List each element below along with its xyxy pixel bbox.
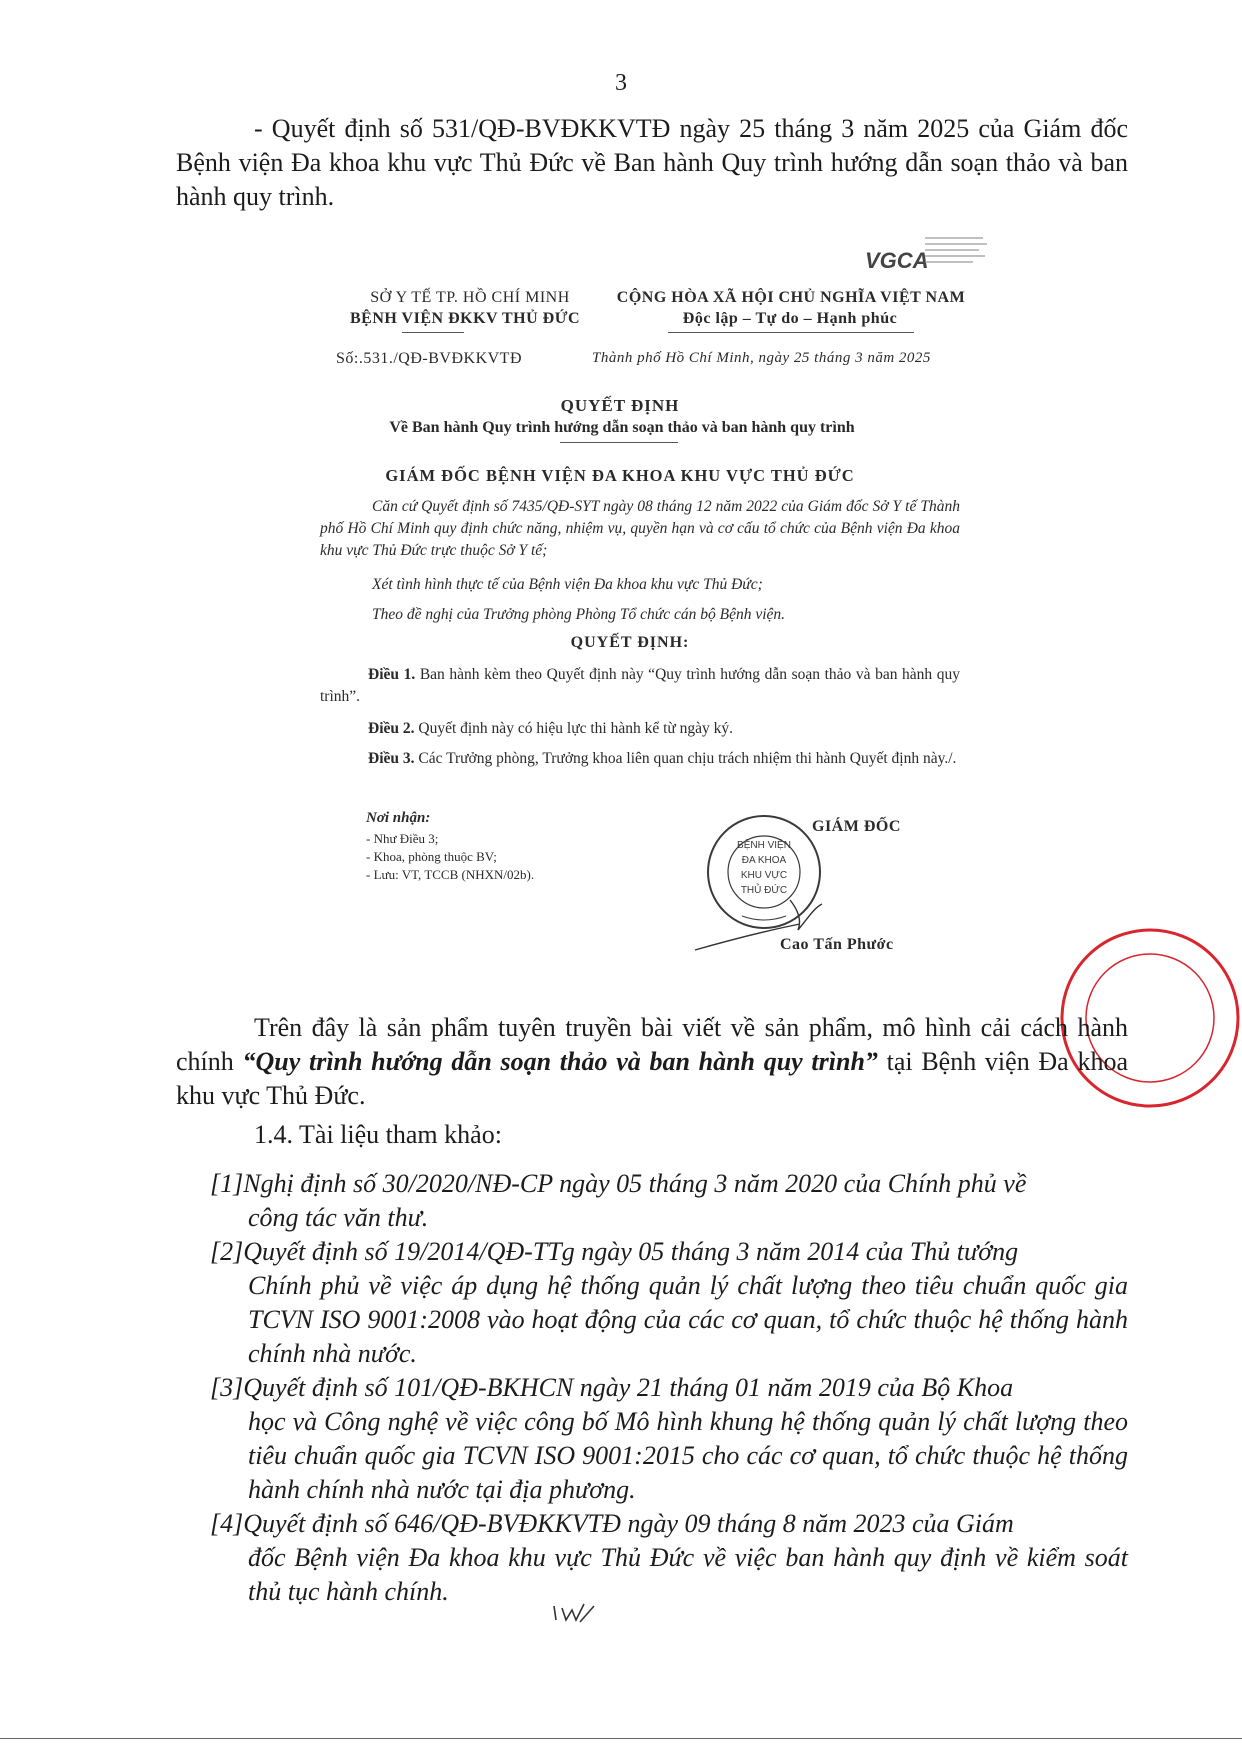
header-rule-left [402, 332, 464, 333]
recipient-item: - Như Điều 3; [366, 831, 439, 846]
header-rule-right [668, 332, 914, 333]
article-1-label: Điều 1. [368, 666, 416, 683]
reference-item-3 [210, 1371, 1128, 1507]
seal-line: THỦ ĐỨC [740, 885, 788, 896]
decision-date: Thành phố Hồ Chí Minh, ngày 25 tháng 3 năm 2025 [592, 350, 931, 366]
reference-item-4 [210, 1507, 1128, 1609]
reference-continuation: đốc Bệnh viện Đa khoa khu vực Thủ Đức về việc ban hành quy định về kiểm soát thủ tục hành chính. [248, 1543, 1128, 1606]
reference-number: [1] [210, 1169, 244, 1198]
decides-heading: QUYẾT ĐỊNH: [570, 634, 690, 651]
summary-prefix: Trên đây là sản phẩm tuyên truyền bài viết về sản phẩm, mô hình cải cách hành chính [176, 1013, 1128, 1076]
reference-continuation: học và Công nghệ về việc công bố Mô hình khung hệ thống quản lý chất lượng theo tiêu chuẩn quốc gia TCVN ISO 9001:2015 cho các cơ quan, tổ chức thuộc hệ thống hành chính nhà nước tại địa phương. [248, 1407, 1128, 1504]
signer-title: GIÁM ĐỐC [812, 818, 901, 835]
basis-2: Xét tình hình thực tế của Bệnh viện Đa khoa khu vực Thủ Đức; [372, 576, 763, 593]
reference-number: [4] [210, 1509, 244, 1538]
summary-highlight: “Quy trình hướng dẫn soạn thảo và ban hành quy trình” [242, 1047, 878, 1076]
recipients-title: Nơi nhận: [366, 810, 431, 826]
recipient-item: - Lưu: VT, TCCB (NHXN/02b). [366, 867, 535, 882]
title-rule [560, 442, 678, 443]
intro-paragraph: - Quyết định số 531/QĐ-BVĐKKVTĐ ngày 25 tháng 3 năm 2025 của Giám đốc Bệnh viện Đa khoa khu vực Thủ Đức về Ban hành Quy trình hướng dẫn soạn thảo và ban hành quy trình. [176, 114, 1128, 211]
nation-name: CỘNG HÒA XÃ HỘI CHỦ NGHĨA VIỆT NAM [616, 289, 966, 306]
article-2-label: Điều 2. [368, 720, 415, 737]
references-heading: 1.4. Tài liệu tham khảo: [254, 1120, 502, 1149]
decision-authority: GIÁM ĐỐC BỆNH VIỆN ĐA KHOA KHU VỰC THỦ ĐỨC [385, 466, 855, 485]
article-2-text: Quyết định này có hiệu lực thi hành kể từ ngày ký. [418, 720, 734, 737]
article-1-text: Ban hành kèm theo Quyết định này “Quy trình hướng dẫn soạn thảo và ban hành quy trình”. [320, 666, 961, 705]
basis-1: Căn cứ Quyết định số 7435/QĐ-SYT ngày 08 tháng 12 năm 2022 của Giám đốc Sở Y tế Thành phố Hồ Chí Minh quy định chức năng, nhiệm vụ, quyền hạn và cơ cấu tổ chức của Bệnh viện Đa khoa khu vực Thủ Đức trực thuộc Sở Y tế; [320, 498, 960, 559]
article-3-text: Các Trưởng phòng, Trưởng khoa liên quan chịu trách nhiệm thi hành Quyết định này./. [418, 750, 957, 767]
reference-line: Quyết định số 101/QĐ-BKHCN ngày 21 tháng 01 năm 2019 của Bộ Khoa [243, 1373, 1014, 1402]
reference-number: [2] [210, 1237, 244, 1266]
seal-line: ĐA KHOA [741, 855, 787, 866]
basis-3: Theo đề nghị của Trưởng phòng Phòng Tổ chức cán bộ Bệnh viện. [372, 606, 786, 623]
summary-suffix: tại Bệnh viện Đa khoa khu vực Thủ Đức. [176, 1047, 1128, 1110]
reference-line: Quyết định số 646/QĐ-BVĐKKVTĐ ngày 09 tháng 8 năm 2023 của Giám [243, 1509, 1014, 1538]
decision-subtitle: Về Ban hành Quy trình hướng dẫn soạn thảo và ban hành quy trình [389, 419, 855, 436]
article-1 [320, 664, 960, 708]
recipients-list [366, 830, 534, 884]
reference-item-1 [210, 1167, 1128, 1235]
article-3 [320, 748, 960, 770]
reference-continuation: Chính phủ về việc áp dụng hệ thống quản lý chất lượng theo tiêu chuẩn quốc gia TCVN ISO 9001:2008 vào hoạt động của các cơ quan, tổ chức thuộc hệ thống hành chính nhà nước. [248, 1271, 1128, 1368]
reference-continuation: công tác văn thư. [248, 1203, 429, 1232]
decision-number: Số:.531./QĐ-BVĐKKVTĐ [336, 350, 522, 367]
seal-line: BỆNH VIỆN [737, 840, 791, 851]
signer-name: Cao Tấn Phước [780, 936, 894, 953]
recipient-item: - Khoa, phòng thuộc BV; [366, 849, 497, 864]
vgca-text-block-icon [925, 234, 995, 274]
seal-line: KHU VỰC [740, 870, 788, 881]
decision-title: QUYẾT ĐỊNH [560, 396, 680, 415]
initials-icon [550, 1600, 600, 1626]
page-number: 3 [615, 70, 627, 96]
reference-line: Nghị định số 30/2020/NĐ-CP ngày 05 tháng 3 năm 2020 của Chính phủ về [243, 1169, 1027, 1198]
reference-line: Quyết định số 19/2014/QĐ-TTg ngày 05 tháng 3 năm 2014 của Thủ tướng [243, 1237, 1019, 1266]
motto: Độc lập – Tự do – Hạnh phúc [682, 310, 898, 327]
article-3-label: Điều 3. [368, 750, 415, 767]
bottom-rule [0, 1738, 1242, 1739]
vgca-logo: VGCA [865, 248, 929, 273]
reference-item-2 [210, 1235, 1128, 1371]
reference-number: [3] [210, 1373, 244, 1402]
summary-paragraph [176, 1011, 1128, 1113]
hospital-name: BỆNH VIỆN ĐKKV THỦ ĐỨC [350, 310, 580, 327]
dept-name: SỞ Y TẾ TP. HỒ CHÍ MINH [370, 289, 570, 306]
article-2 [368, 718, 968, 740]
